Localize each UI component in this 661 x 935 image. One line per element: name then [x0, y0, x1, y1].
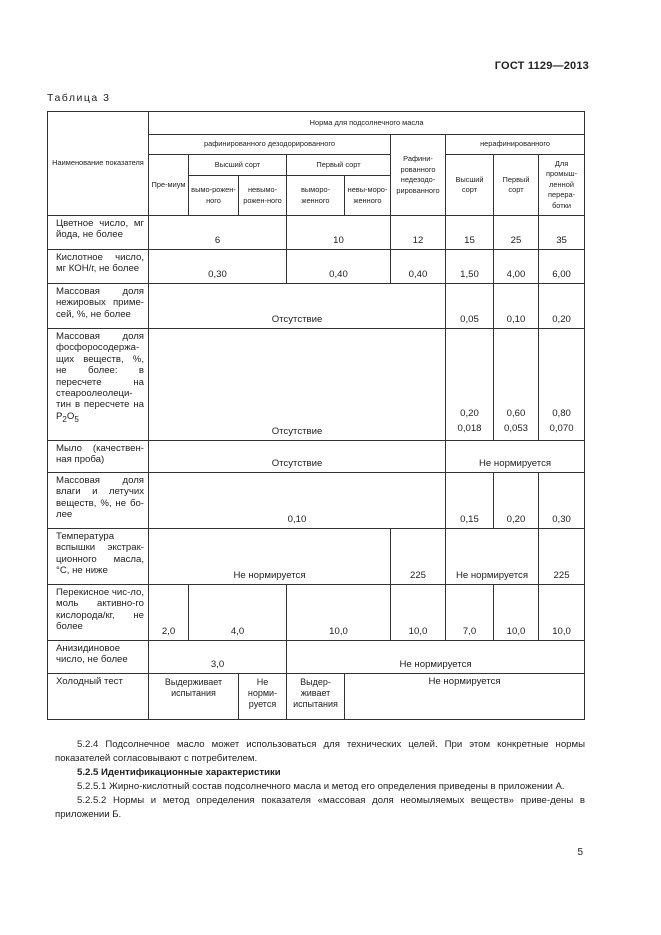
cell-value: 0,30: [539, 473, 585, 529]
col-header-refined-nondeodorized: Рафини-рованного недезодо-рированного: [391, 135, 446, 216]
cell-value: 10: [287, 216, 391, 250]
cell-value: 0,05: [446, 284, 494, 329]
cell-value: 10,0: [494, 585, 539, 641]
row-label-flash: Температура вспышки экстрак-ционного масла, °С, не ниже: [48, 529, 149, 585]
cell-value: 4,00: [494, 250, 539, 284]
norms-table: [47, 111, 585, 720]
row-label-soap: Мыло (качествен-ная проба): [48, 441, 149, 473]
cell-value: 6: [149, 216, 287, 250]
cell-value: 225: [391, 529, 446, 585]
cell-value-pair: 0,20 0,018: [446, 329, 494, 441]
col-header-unref-first: Первый сорт: [494, 155, 539, 216]
table-row: [48, 585, 585, 641]
paragraph-5-2-5-2: 5.2.5.2 Нормы и метод определения показателя «массовая доля неомыляемых веществ» приве-дены в приложении Б.: [55, 795, 585, 820]
paragraph-5-2-5-1: 5.2.5.1 Жирно-кислотный состав подсолнечного масла и метод его определения приведены в приложении А.: [77, 781, 565, 792]
table-row: [48, 441, 585, 473]
col-header-unref-higher: Высший сорт: [446, 155, 494, 216]
cell-value: 0,30: [149, 250, 287, 284]
cell-value: 2,0: [149, 585, 189, 641]
table-row: [48, 473, 585, 529]
cell-value: 10,0: [539, 585, 585, 641]
cell-value: Не норми-руется: [239, 674, 287, 720]
page-number: 5: [577, 847, 583, 858]
cell-value-pair: 0,80 0,070: [539, 329, 585, 441]
paragraph-5-2-4: 5.2.4 Подсолнечное масло может использоваться для технических целей. При этом конкретные нормы показателей согласовывают с потребителем.: [55, 739, 585, 764]
cell-value: 10,0: [391, 585, 446, 641]
table-row: [48, 674, 585, 720]
cell-value: 3,0: [149, 641, 287, 674]
cell-value: Выдер-живает испытания: [287, 674, 345, 720]
cell-value: 0,15: [446, 473, 494, 529]
cell-value: 0,40: [391, 250, 446, 284]
col-header-norm: Норма для подсолнечного масла: [149, 112, 585, 135]
col-header-nonpressed-2: невы-моро-женного: [345, 176, 391, 216]
row-label-peroxide: Перекисное чис-ло, моль активно-го кислорода/кг, не более: [48, 585, 149, 641]
table-row: [48, 284, 585, 329]
col-header-name: Наименование показателя: [48, 112, 149, 216]
cell-value: 12: [391, 216, 446, 250]
cell-value: 6,00: [539, 250, 585, 284]
col-header-pressed-2: выморо-женного: [287, 176, 345, 216]
cell-value: 25: [494, 216, 539, 250]
cell-value: 15: [446, 216, 494, 250]
col-header-nonpressed-1: невымо-рожен-ного: [239, 176, 287, 216]
cell-value: 10,0: [287, 585, 391, 641]
cell-value: Отсутствие: [149, 284, 446, 329]
col-header-first-grade: Первый сорт: [287, 155, 391, 176]
row-label-color: Цветное число, мг йода, не более: [48, 216, 149, 250]
cell-value: 0,20: [539, 284, 585, 329]
cell-value: Не нормируется: [345, 674, 585, 720]
cell-value: 0,40: [287, 250, 391, 284]
col-header-unrefined: нерафинированного: [446, 135, 585, 155]
row-label-phosphorus: Массовая доля фосфоросодержа-щих веществ, %, не более: в пересчете на стеароолеолеци-тин в пересчете на $Р_2О_5$: [48, 329, 149, 441]
table-caption: Таблица 3: [47, 92, 111, 104]
cell-value: Отсутствие: [149, 329, 446, 441]
cell-value: 35: [539, 216, 585, 250]
cell-value: 0,20: [494, 473, 539, 529]
row-label-acid: Кислотное число, мг КОН/г, не более: [48, 250, 149, 284]
cell-value: 7,0: [446, 585, 494, 641]
paragraph-5-2-5: 5.2.5 Идентификационные характеристики: [77, 767, 281, 778]
cell-value: Выдерживает испытания: [149, 674, 239, 720]
col-header-pressed-1: вымо-рожен-ного: [189, 176, 239, 216]
table-row: [48, 216, 585, 250]
cell-value: 0,10: [494, 284, 539, 329]
footnotes: [55, 738, 585, 822]
row-label-moisture: Массовая доля влаги и летучих веществ, %, не бо-лее: [48, 473, 149, 529]
row-label-nonfat: Массовая доля нежировых приме-сей, %, не более: [48, 284, 149, 329]
cell-value: Не нормируется: [287, 641, 585, 674]
standard-number: ГОСТ 1129—2013: [494, 60, 589, 72]
cell-value: 1,50: [446, 250, 494, 284]
table-row: [48, 641, 585, 674]
table-row: [48, 250, 585, 284]
col-header-unref-industrial: Для промыш-ленной перера-ботки: [539, 155, 585, 216]
cell-value: 0,10: [149, 473, 446, 529]
cell-value: 4,0: [189, 585, 287, 641]
col-header-premium: Пре-миум: [149, 155, 189, 216]
cell-value: Отсутствие: [149, 441, 446, 473]
col-header-higher-grade: Высший сорт: [189, 155, 287, 176]
cell-value: Не нормируется: [446, 441, 585, 473]
cell-value: Не нормируется: [446, 529, 539, 585]
table-row: [48, 329, 585, 441]
cell-value-pair: 0,60 0,053: [494, 329, 539, 441]
row-label-anisidine: Анизидиновое число, не более: [48, 641, 149, 674]
col-header-refined-deodorized: рафинированного дезодорированного: [149, 135, 391, 155]
row-label-cold: Холодный тест: [48, 674, 149, 720]
cell-value: 225: [539, 529, 585, 585]
table-row: [48, 529, 585, 585]
cell-value: Не нормируется: [149, 529, 391, 585]
